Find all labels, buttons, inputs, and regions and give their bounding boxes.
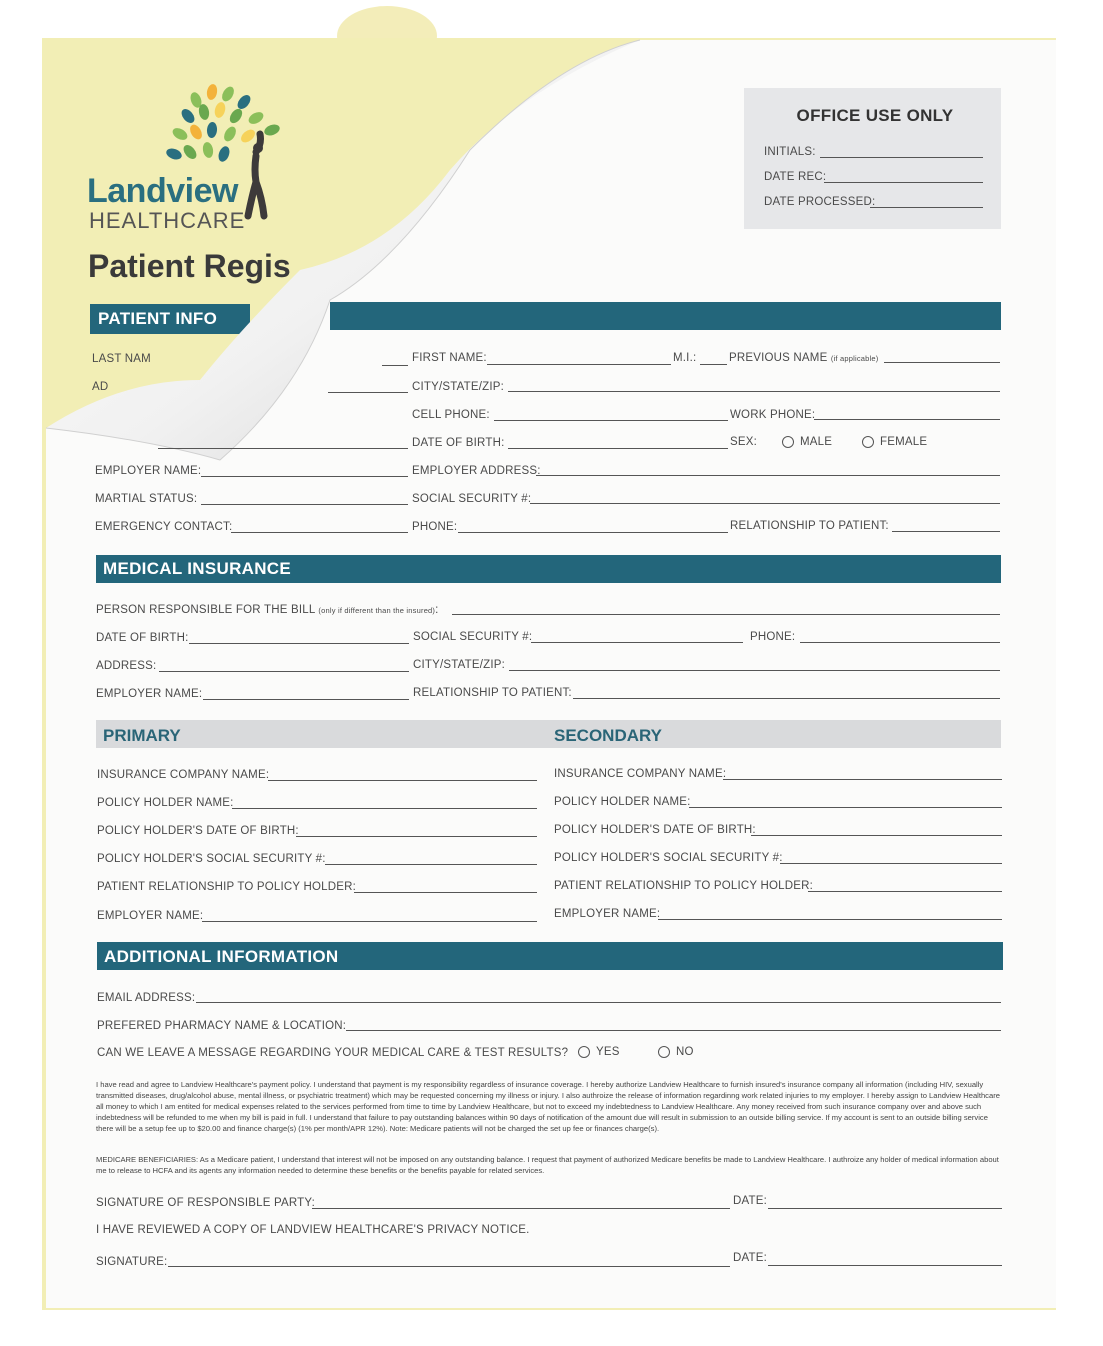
date-processed-label: DATE PROCESSED: (764, 196, 876, 208)
pharmacy-field[interactable] (346, 1030, 1001, 1031)
last-name-label: LAST NAM (92, 353, 151, 365)
patient-info-bar (330, 302, 1001, 330)
medicare-text: MEDICARE BENEFICIARIES: As a Medicare patient, I understand that interest will not be imposed on any outstanding balance. I request that payment of authorized Medicare benefits be made to Landview Healthcare. I authroize any holder of medical information about me to release to HCFA and its agents any information needed to determine these benefits or the benefits payable for related services. (96, 1155, 999, 1175)
employer-name-field[interactable] (201, 476, 408, 477)
date-rec-label: DATE REC: (764, 171, 827, 183)
primary-field-line[interactable] (202, 921, 537, 922)
primary-field-label: INSURANCE COMPANY NAME: (97, 769, 270, 781)
yes-radio[interactable] (578, 1046, 590, 1058)
first-name-label: FIRST NAME: (412, 352, 487, 364)
mi-ssn-field[interactable] (531, 642, 743, 643)
pharmacy-label: PREFERED PHARMACY NAME & LOCATION: (97, 1020, 347, 1032)
primary-field-label: POLICY HOLDER NAME: (97, 797, 234, 809)
previous-name-field[interactable] (884, 362, 1000, 363)
mi-address-label: ADDRESS: (96, 660, 157, 672)
signature-date-label: DATE: (733, 1252, 768, 1264)
secondary-field-label: POLICY HOLDER'S DATE OF BIRTH: (554, 824, 756, 836)
mi-dob-label: DATE OF BIRTH: (96, 632, 189, 644)
address-label: AD (92, 381, 109, 393)
female-radio[interactable] (862, 436, 874, 448)
mi-phone-label: PHONE: (750, 631, 796, 643)
primary-field-line[interactable] (296, 836, 537, 837)
medical-insurance-header: MEDICAL INSURANCE (96, 555, 1001, 583)
secondary-field-line[interactable] (780, 863, 1002, 864)
primary-field-line[interactable] (354, 892, 537, 893)
emergency-contact-field[interactable] (231, 532, 408, 533)
message-no-option[interactable]: NO (658, 1046, 694, 1058)
primary-header: PRIMARY (103, 726, 181, 745)
dob-label: DATE OF BIRTH: (412, 437, 505, 449)
cell-phone-label: CELL PHONE: (412, 409, 490, 421)
dob-field[interactable] (508, 448, 728, 449)
patient-info-header: PATIENT INFO (90, 304, 250, 334)
responsible-label: PERSON RESPONSIBLE FOR THE BILL (only if different than the insured): (96, 604, 439, 616)
initials-label: INITIALS: (764, 146, 816, 158)
brand-subname: HEALTHCARE (89, 208, 246, 233)
primary-field-label: POLICY HOLDER'S DATE OF BIRTH: (97, 825, 299, 837)
responsible-signature-field[interactable] (312, 1208, 730, 1209)
relationship-field[interactable] (892, 531, 1000, 532)
sex-label: SEX: (730, 436, 758, 448)
signature-date-field[interactable] (768, 1265, 1002, 1266)
male-radio[interactable] (782, 436, 794, 448)
email-label: EMAIL ADDRESS: (97, 992, 196, 1004)
mi-city-field[interactable] (509, 670, 1000, 671)
secondary-field-label: EMPLOYER NAME: (554, 908, 661, 920)
secondary-field-line[interactable] (658, 919, 1002, 920)
mi-field[interactable] (700, 364, 727, 365)
mi-relationship-field[interactable] (573, 698, 1000, 699)
mi-city-label: CITY/STATE/ZIP: (413, 659, 506, 671)
employer-address-label: EMPLOYER ADDRESS: (412, 465, 541, 477)
mi-phone-field[interactable] (800, 642, 1000, 643)
primary-field-line[interactable] (232, 808, 537, 809)
signature-field[interactable] (168, 1266, 730, 1267)
form-title: Patient Regis (88, 248, 291, 284)
employer-name-label: EMPLOYER NAME: (95, 465, 202, 477)
sex-male-option[interactable]: MALE (782, 436, 832, 448)
city-state-zip-label: CITY/STATE/ZIP: (412, 381, 505, 393)
emergency-contact-label: EMERGENCY CONTACT: (95, 521, 233, 533)
primary-field-line[interactable] (325, 864, 537, 865)
responsible-date-label: DATE: (733, 1195, 768, 1207)
initials-field[interactable] (820, 157, 983, 158)
emergency-phone-label: PHONE: (412, 521, 458, 533)
brand-name: Landview (87, 172, 238, 210)
mi-dob-field[interactable] (189, 643, 409, 644)
cell-phone-field[interactable] (494, 420, 728, 421)
insurance-subheader-bar (96, 720, 1001, 748)
primary-field-label: PATIENT RELATIONSHIP TO POLICY HOLDER: (97, 881, 356, 893)
responsible-field[interactable] (452, 614, 1000, 615)
office-use-title: OFFICE USE ONLY (796, 106, 954, 125)
mi-employer-field[interactable] (203, 699, 409, 700)
secondary-field-line[interactable] (751, 835, 1002, 836)
primary-field-label: EMPLOYER NAME: (97, 910, 204, 922)
family-field[interactable] (158, 448, 408, 449)
message-question: CAN WE LEAVE A MESSAGE REGARDING YOUR MEDICAL CARE & TEST RESULTS? (97, 1047, 569, 1059)
email-field[interactable] (196, 1002, 1001, 1003)
secondary-field-label: INSURANCE COMPANY NAME: (554, 768, 727, 780)
ssn-label: SOCIAL SECURITY #: (412, 493, 532, 505)
mi-employer-label: EMPLOYER NAME: (96, 688, 203, 700)
mi-ssn-label: SOCIAL SECURITY #: (413, 631, 533, 643)
primary-field-label: POLICY HOLDER'S SOCIAL SECURITY #: (97, 853, 326, 865)
date-processed-field[interactable] (870, 207, 983, 208)
work-phone-label: WORK PHONE: (730, 409, 816, 421)
mi-address-field[interactable] (159, 671, 409, 672)
city-state-zip-field[interactable] (508, 391, 1000, 392)
emergency-phone-field[interactable] (458, 532, 728, 533)
signature-label: SIGNATURE: (96, 1256, 168, 1268)
previous-name-label: PREVIOUS NAME (if applicable) (729, 352, 879, 364)
last-name-field[interactable] (382, 365, 408, 366)
secondary-field-label: PATIENT RELATIONSHIP TO POLICY HOLDER: (554, 880, 813, 892)
date-rec-field[interactable] (824, 182, 983, 183)
mi-label: M.I.: (673, 352, 697, 364)
secondary-header: SECONDARY (554, 726, 662, 745)
secondary-field-line[interactable] (723, 779, 1002, 780)
first-name-field[interactable] (487, 364, 671, 365)
secondary-field-line[interactable] (808, 891, 1002, 892)
secondary-field-line[interactable] (689, 807, 1002, 808)
secondary-field-label: POLICY HOLDER'S SOCIAL SECURITY #: (554, 852, 783, 864)
marital-status-field[interactable] (201, 504, 408, 505)
payment-policy-text: I have read and agree to Landview Healthcare's payment policy. I understand that payment is my responsibility regardless of insurance coverage. I hereby authorize Landview Healthcare to furnish insured's insurance company all information (including HIV, sexually transmitted diseases, drug/alcohol abuse, mental illness, or psychiatric treatment) which may be requested concerning my illness or injury. I also authroize the release of information regardinng work related injuries to my employer. I hereby assign to Landview Healthcare all money to which I am entited for medical expenses related to the services performed from time to time by Landview Healthcare, but not to exceed my indebtedness to Landview Healthcare. Any money received from such insurance company over and above such indebtedness will be refunded to me when my bill is paid in full. I understand that failure to pay outstanding balances within 90 days of notification of the amount due will result in submission to an outside billing service. If my account is sent to an outside billing service there will be a setup fee up to $20.00 and finance charge(s) (1% per month/APR 12%). Note: Medicare patients will not be charged the set up fee or finances charge(s). (96, 1080, 1000, 1133)
work-phone-field[interactable] (814, 419, 1000, 420)
address-field[interactable] (328, 392, 408, 393)
secondary-field-label: POLICY HOLDER NAME: (554, 796, 691, 808)
no-radio[interactable] (658, 1046, 670, 1058)
primary-field-line[interactable] (268, 780, 537, 781)
privacy-statement: I HAVE REVIEWED A COPY OF LANDVIEW HEALTHCARE'S PRIVACY NOTICE. (96, 1224, 530, 1236)
relationship-label: RELATIONSHIP TO PATIENT: (730, 520, 889, 532)
responsible-signature-label: SIGNATURE OF RESPONSIBLE PARTY: (96, 1197, 316, 1209)
additional-info-header: ADDITIONAL INFORMATION (97, 942, 1003, 970)
employer-address-field[interactable] (536, 475, 1000, 476)
mi-relationship-label: RELATIONSHIP TO PATIENT: (413, 687, 572, 699)
message-yes-option[interactable]: YES (578, 1046, 620, 1058)
responsible-date-field[interactable] (768, 1208, 1002, 1209)
marital-status-label: MARTIAL STATUS: (95, 493, 198, 505)
sex-female-option[interactable]: FEMALE (862, 436, 927, 448)
ssn-field[interactable] (530, 503, 1000, 504)
